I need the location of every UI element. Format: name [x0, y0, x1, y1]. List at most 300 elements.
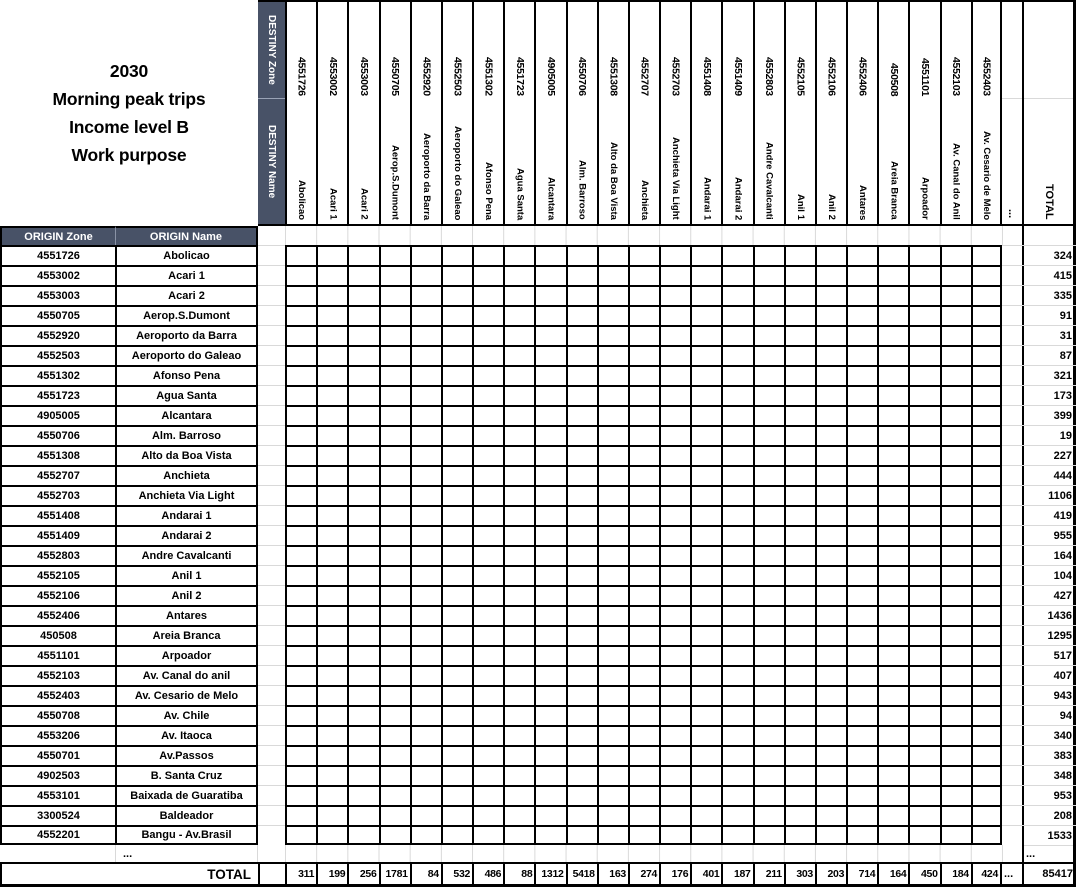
matrix-cell[interactable] [441, 705, 472, 725]
matrix-cell[interactable] [285, 505, 316, 525]
matrix-cell[interactable] [908, 505, 939, 525]
matrix-cell[interactable] [721, 405, 752, 425]
matrix-cell[interactable] [566, 425, 597, 445]
matrix-cell[interactable] [472, 805, 503, 825]
matrix-cell[interactable] [971, 305, 1002, 325]
matrix-cell[interactable] [940, 345, 971, 365]
matrix-cell[interactable] [846, 345, 877, 365]
matrix-cell[interactable] [410, 465, 441, 485]
matrix-cell[interactable] [784, 245, 815, 265]
matrix-cell[interactable] [597, 585, 628, 605]
matrix-cell[interactable] [285, 445, 316, 465]
matrix-cell[interactable] [534, 325, 565, 345]
matrix-cell[interactable] [441, 585, 472, 605]
matrix-cell[interactable] [908, 345, 939, 365]
matrix-cell[interactable] [441, 825, 472, 845]
matrix-cell[interactable] [316, 385, 347, 405]
matrix-cell[interactable] [472, 305, 503, 325]
matrix-cell[interactable] [940, 825, 971, 845]
matrix-cell[interactable] [410, 285, 441, 305]
matrix-cell[interactable] [566, 245, 597, 265]
matrix-cell[interactable] [877, 785, 908, 805]
matrix-cell[interactable] [846, 745, 877, 765]
matrix-cell[interactable] [628, 365, 659, 385]
matrix-cell[interactable] [940, 665, 971, 685]
matrix-cell[interactable] [659, 505, 690, 525]
matrix-cell[interactable] [347, 285, 378, 305]
matrix-cell[interactable] [285, 385, 316, 405]
matrix-cell[interactable] [472, 505, 503, 525]
matrix-cell[interactable] [628, 545, 659, 565]
matrix-cell[interactable] [285, 785, 316, 805]
matrix-cell[interactable] [659, 325, 690, 345]
matrix-cell[interactable] [628, 725, 659, 745]
matrix-cell[interactable] [971, 825, 1002, 845]
matrix-cell[interactable] [316, 765, 347, 785]
matrix-cell[interactable] [940, 525, 971, 545]
matrix-cell[interactable] [721, 725, 752, 745]
matrix-cell[interactable] [971, 705, 1002, 725]
matrix-cell[interactable] [784, 765, 815, 785]
matrix-cell[interactable] [628, 625, 659, 645]
matrix-cell[interactable] [877, 505, 908, 525]
matrix-cell[interactable] [472, 245, 503, 265]
matrix-cell[interactable] [784, 685, 815, 705]
matrix-cell[interactable] [971, 425, 1002, 445]
matrix-cell[interactable] [441, 545, 472, 565]
matrix-cell[interactable] [347, 505, 378, 525]
matrix-cell[interactable] [379, 245, 410, 265]
matrix-cell[interactable] [566, 305, 597, 325]
matrix-cell[interactable] [410, 745, 441, 765]
matrix-cell[interactable] [503, 605, 534, 625]
matrix-cell[interactable] [597, 545, 628, 565]
matrix-cell[interactable] [316, 785, 347, 805]
matrix-cell[interactable] [940, 425, 971, 445]
matrix-cell[interactable] [472, 645, 503, 665]
matrix-cell[interactable] [784, 545, 815, 565]
matrix-cell[interactable] [347, 825, 378, 845]
matrix-cell[interactable] [940, 545, 971, 565]
matrix-cell[interactable] [971, 685, 1002, 705]
matrix-cell[interactable] [441, 485, 472, 505]
matrix-cell[interactable] [846, 685, 877, 705]
matrix-cell[interactable] [316, 805, 347, 825]
matrix-cell[interactable] [316, 245, 347, 265]
matrix-cell[interactable] [659, 345, 690, 365]
matrix-cell[interactable] [285, 805, 316, 825]
matrix-cell[interactable] [410, 245, 441, 265]
matrix-cell[interactable] [503, 445, 534, 465]
matrix-cell[interactable] [846, 325, 877, 345]
matrix-cell[interactable] [534, 765, 565, 785]
matrix-cell[interactable] [628, 265, 659, 285]
matrix-cell[interactable] [846, 485, 877, 505]
matrix-cell[interactable] [940, 645, 971, 665]
matrix-cell[interactable] [940, 785, 971, 805]
matrix-cell[interactable] [441, 325, 472, 345]
matrix-cell[interactable] [628, 305, 659, 325]
matrix-cell[interactable] [316, 365, 347, 385]
matrix-cell[interactable] [441, 625, 472, 645]
matrix-cell[interactable] [534, 625, 565, 645]
matrix-cell[interactable] [503, 485, 534, 505]
matrix-cell[interactable] [877, 525, 908, 545]
matrix-cell[interactable] [877, 725, 908, 745]
matrix-cell[interactable] [441, 425, 472, 445]
matrix-cell[interactable] [908, 445, 939, 465]
matrix-cell[interactable] [285, 245, 316, 265]
matrix-cell[interactable] [316, 445, 347, 465]
matrix-cell[interactable] [815, 345, 846, 365]
matrix-cell[interactable] [379, 745, 410, 765]
matrix-cell[interactable] [971, 545, 1002, 565]
matrix-cell[interactable] [534, 345, 565, 365]
matrix-cell[interactable] [285, 405, 316, 425]
matrix-cell[interactable] [347, 725, 378, 745]
matrix-cell[interactable] [597, 465, 628, 485]
matrix-cell[interactable] [721, 245, 752, 265]
matrix-cell[interactable] [316, 305, 347, 325]
matrix-cell[interactable] [597, 725, 628, 745]
matrix-cell[interactable] [285, 285, 316, 305]
matrix-cell[interactable] [379, 525, 410, 545]
matrix-cell[interactable] [690, 825, 721, 845]
matrix-cell[interactable] [815, 325, 846, 345]
matrix-cell[interactable] [784, 785, 815, 805]
matrix-cell[interactable] [690, 545, 721, 565]
matrix-cell[interactable] [472, 425, 503, 445]
matrix-cell[interactable] [410, 605, 441, 625]
matrix-cell[interactable] [441, 805, 472, 825]
matrix-cell[interactable] [597, 325, 628, 345]
matrix-cell[interactable] [846, 545, 877, 565]
matrix-cell[interactable] [628, 705, 659, 725]
matrix-cell[interactable] [659, 665, 690, 685]
matrix-cell[interactable] [503, 505, 534, 525]
matrix-cell[interactable] [285, 425, 316, 445]
matrix-cell[interactable] [753, 825, 784, 845]
matrix-cell[interactable] [410, 425, 441, 445]
matrix-cell[interactable] [908, 605, 939, 625]
matrix-cell[interactable] [347, 745, 378, 765]
matrix-cell[interactable] [721, 565, 752, 585]
matrix-cell[interactable] [316, 425, 347, 445]
matrix-cell[interactable] [566, 645, 597, 665]
matrix-cell[interactable] [347, 385, 378, 405]
matrix-cell[interactable] [441, 365, 472, 385]
matrix-cell[interactable] [784, 625, 815, 645]
matrix-cell[interactable] [410, 265, 441, 285]
matrix-cell[interactable] [940, 685, 971, 705]
matrix-cell[interactable] [628, 745, 659, 765]
matrix-cell[interactable] [815, 485, 846, 505]
matrix-cell[interactable] [534, 385, 565, 405]
matrix-cell[interactable] [753, 665, 784, 685]
matrix-cell[interactable] [753, 245, 784, 265]
matrix-cell[interactable] [721, 665, 752, 685]
matrix-cell[interactable] [441, 725, 472, 745]
matrix-cell[interactable] [379, 265, 410, 285]
matrix-cell[interactable] [940, 265, 971, 285]
matrix-cell[interactable] [784, 825, 815, 845]
matrix-cell[interactable] [472, 345, 503, 365]
matrix-cell[interactable] [908, 705, 939, 725]
matrix-cell[interactable] [410, 705, 441, 725]
matrix-cell[interactable] [877, 465, 908, 485]
matrix-cell[interactable] [347, 365, 378, 385]
matrix-cell[interactable] [721, 305, 752, 325]
matrix-cell[interactable] [597, 445, 628, 465]
matrix-cell[interactable] [846, 245, 877, 265]
matrix-cell[interactable] [472, 745, 503, 765]
matrix-cell[interactable] [503, 385, 534, 405]
matrix-cell[interactable] [815, 385, 846, 405]
matrix-cell[interactable] [971, 505, 1002, 525]
matrix-cell[interactable] [971, 605, 1002, 625]
matrix-cell[interactable] [815, 365, 846, 385]
matrix-cell[interactable] [846, 525, 877, 545]
matrix-cell[interactable] [753, 365, 784, 385]
matrix-cell[interactable] [753, 505, 784, 525]
matrix-cell[interactable] [753, 625, 784, 645]
matrix-cell[interactable] [347, 585, 378, 605]
matrix-cell[interactable] [347, 245, 378, 265]
matrix-cell[interactable] [815, 585, 846, 605]
matrix-cell[interactable] [441, 465, 472, 485]
matrix-cell[interactable] [815, 625, 846, 645]
matrix-cell[interactable] [441, 385, 472, 405]
matrix-cell[interactable] [347, 325, 378, 345]
matrix-cell[interactable] [908, 525, 939, 545]
matrix-cell[interactable] [410, 545, 441, 565]
matrix-cell[interactable] [628, 325, 659, 345]
matrix-cell[interactable] [534, 805, 565, 825]
matrix-cell[interactable] [316, 565, 347, 585]
matrix-cell[interactable] [410, 785, 441, 805]
matrix-cell[interactable] [753, 545, 784, 565]
matrix-cell[interactable] [597, 485, 628, 505]
matrix-cell[interactable] [441, 525, 472, 545]
matrix-cell[interactable] [659, 265, 690, 285]
matrix-cell[interactable] [628, 585, 659, 605]
matrix-cell[interactable] [753, 585, 784, 605]
matrix-cell[interactable] [721, 525, 752, 545]
matrix-cell[interactable] [753, 385, 784, 405]
matrix-cell[interactable] [971, 805, 1002, 825]
matrix-cell[interactable] [441, 445, 472, 465]
matrix-cell[interactable] [846, 425, 877, 445]
matrix-cell[interactable] [690, 725, 721, 745]
matrix-cell[interactable] [503, 745, 534, 765]
matrix-cell[interactable] [379, 485, 410, 505]
matrix-cell[interactable] [690, 525, 721, 545]
matrix-cell[interactable] [721, 365, 752, 385]
matrix-cell[interactable] [597, 245, 628, 265]
matrix-cell[interactable] [877, 445, 908, 465]
matrix-cell[interactable] [597, 825, 628, 845]
matrix-cell[interactable] [503, 525, 534, 545]
matrix-cell[interactable] [628, 565, 659, 585]
matrix-cell[interactable] [597, 665, 628, 685]
matrix-cell[interactable] [347, 405, 378, 425]
matrix-cell[interactable] [410, 805, 441, 825]
matrix-cell[interactable] [690, 425, 721, 445]
matrix-cell[interactable] [690, 265, 721, 285]
matrix-cell[interactable] [877, 805, 908, 825]
matrix-cell[interactable] [597, 285, 628, 305]
matrix-cell[interactable] [846, 765, 877, 785]
matrix-cell[interactable] [379, 425, 410, 445]
matrix-cell[interactable] [472, 285, 503, 305]
matrix-cell[interactable] [566, 385, 597, 405]
matrix-cell[interactable] [908, 565, 939, 585]
matrix-cell[interactable] [503, 725, 534, 745]
matrix-cell[interactable] [347, 705, 378, 725]
matrix-cell[interactable] [753, 525, 784, 545]
matrix-cell[interactable] [846, 585, 877, 605]
matrix-cell[interactable] [441, 345, 472, 365]
matrix-cell[interactable] [628, 505, 659, 525]
matrix-cell[interactable] [690, 805, 721, 825]
matrix-cell[interactable] [971, 285, 1002, 305]
matrix-cell[interactable] [877, 425, 908, 445]
matrix-cell[interactable] [721, 325, 752, 345]
matrix-cell[interactable] [441, 685, 472, 705]
matrix-cell[interactable] [784, 405, 815, 425]
matrix-cell[interactable] [285, 345, 316, 365]
matrix-cell[interactable] [784, 745, 815, 765]
matrix-cell[interactable] [628, 385, 659, 405]
matrix-cell[interactable] [877, 685, 908, 705]
matrix-cell[interactable] [784, 445, 815, 465]
matrix-cell[interactable] [441, 745, 472, 765]
matrix-cell[interactable] [379, 605, 410, 625]
matrix-cell[interactable] [721, 345, 752, 365]
matrix-cell[interactable] [940, 505, 971, 525]
matrix-cell[interactable] [846, 405, 877, 425]
matrix-cell[interactable] [784, 365, 815, 385]
matrix-cell[interactable] [472, 585, 503, 605]
matrix-cell[interactable] [908, 325, 939, 345]
matrix-cell[interactable] [628, 425, 659, 445]
matrix-cell[interactable] [534, 305, 565, 325]
matrix-cell[interactable] [379, 385, 410, 405]
matrix-cell[interactable] [846, 625, 877, 645]
matrix-cell[interactable] [347, 765, 378, 785]
matrix-cell[interactable] [597, 265, 628, 285]
matrix-cell[interactable] [285, 605, 316, 625]
matrix-cell[interactable] [410, 565, 441, 585]
matrix-cell[interactable] [597, 605, 628, 625]
matrix-cell[interactable] [753, 425, 784, 445]
matrix-cell[interactable] [441, 245, 472, 265]
matrix-cell[interactable] [753, 345, 784, 365]
matrix-cell[interactable] [503, 565, 534, 585]
matrix-cell[interactable] [534, 785, 565, 805]
matrix-cell[interactable] [503, 825, 534, 845]
matrix-cell[interactable] [940, 485, 971, 505]
matrix-cell[interactable] [316, 525, 347, 545]
matrix-cell[interactable] [566, 285, 597, 305]
matrix-cell[interactable] [534, 705, 565, 725]
matrix-cell[interactable] [877, 385, 908, 405]
matrix-cell[interactable] [503, 285, 534, 305]
matrix-cell[interactable] [971, 725, 1002, 745]
matrix-cell[interactable] [784, 805, 815, 825]
matrix-cell[interactable] [940, 805, 971, 825]
matrix-cell[interactable] [940, 305, 971, 325]
matrix-cell[interactable] [659, 725, 690, 745]
matrix-cell[interactable] [628, 465, 659, 485]
matrix-cell[interactable] [721, 825, 752, 845]
matrix-cell[interactable] [908, 665, 939, 685]
matrix-cell[interactable] [753, 805, 784, 825]
matrix-cell[interactable] [316, 605, 347, 625]
matrix-cell[interactable] [940, 625, 971, 645]
matrix-cell[interactable] [316, 745, 347, 765]
matrix-cell[interactable] [784, 525, 815, 545]
matrix-cell[interactable] [721, 485, 752, 505]
matrix-cell[interactable] [534, 445, 565, 465]
matrix-cell[interactable] [784, 565, 815, 585]
matrix-cell[interactable] [659, 645, 690, 665]
matrix-cell[interactable] [971, 345, 1002, 365]
matrix-cell[interactable] [472, 485, 503, 505]
matrix-cell[interactable] [815, 765, 846, 785]
matrix-cell[interactable] [410, 585, 441, 605]
matrix-cell[interactable] [316, 665, 347, 685]
matrix-cell[interactable] [877, 665, 908, 685]
matrix-cell[interactable] [971, 645, 1002, 665]
matrix-cell[interactable] [503, 685, 534, 705]
matrix-cell[interactable] [534, 545, 565, 565]
matrix-cell[interactable] [815, 645, 846, 665]
matrix-cell[interactable] [347, 685, 378, 705]
matrix-cell[interactable] [846, 385, 877, 405]
matrix-cell[interactable] [441, 785, 472, 805]
matrix-cell[interactable] [971, 325, 1002, 345]
matrix-cell[interactable] [753, 405, 784, 425]
matrix-cell[interactable] [784, 585, 815, 605]
matrix-cell[interactable] [441, 565, 472, 585]
matrix-cell[interactable] [410, 325, 441, 345]
matrix-cell[interactable] [503, 425, 534, 445]
matrix-cell[interactable] [908, 465, 939, 485]
matrix-cell[interactable] [566, 365, 597, 385]
matrix-cell[interactable] [379, 565, 410, 585]
matrix-cell[interactable] [721, 685, 752, 705]
matrix-cell[interactable] [877, 245, 908, 265]
matrix-cell[interactable] [410, 625, 441, 645]
matrix-cell[interactable] [690, 245, 721, 265]
matrix-cell[interactable] [690, 365, 721, 385]
matrix-cell[interactable] [628, 685, 659, 705]
matrix-cell[interactable] [597, 805, 628, 825]
matrix-cell[interactable] [971, 365, 1002, 385]
matrix-cell[interactable] [877, 265, 908, 285]
matrix-cell[interactable] [753, 305, 784, 325]
matrix-cell[interactable] [815, 285, 846, 305]
matrix-cell[interactable] [566, 345, 597, 365]
matrix-cell[interactable] [566, 545, 597, 565]
matrix-cell[interactable] [566, 725, 597, 745]
matrix-cell[interactable] [690, 705, 721, 725]
matrix-cell[interactable] [877, 605, 908, 625]
matrix-cell[interactable] [908, 385, 939, 405]
matrix-cell[interactable] [379, 345, 410, 365]
matrix-cell[interactable] [379, 665, 410, 685]
